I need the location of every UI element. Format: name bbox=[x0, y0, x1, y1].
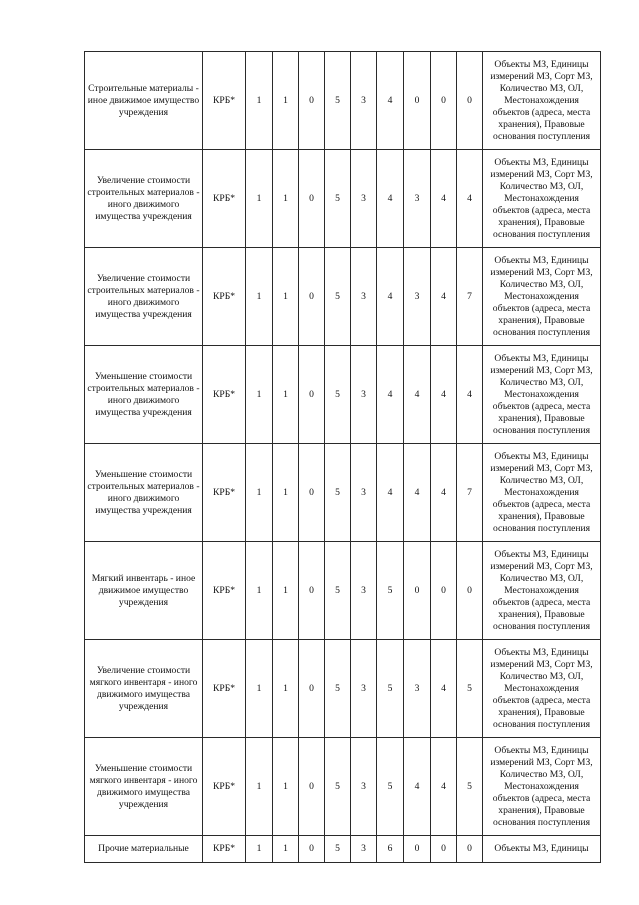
digit-cell: 1 bbox=[273, 52, 299, 150]
digit-cell: 3 bbox=[404, 640, 431, 738]
table-row bbox=[85, 738, 601, 836]
accounting-basis-cell: Объекты МЗ, Единицы измерений МЗ, Сорт МЗ, Количество МЗ, ОЛ, Местонахождения объектов (адреса, места хранения), Правовые основания поступления bbox=[483, 248, 601, 346]
code-cell: КРБ* bbox=[203, 248, 246, 346]
digit-cell: 3 bbox=[351, 836, 377, 863]
digit-cell: 4 bbox=[431, 738, 457, 836]
accounting-basis-cell: Объекты МЗ, Единицы измерений МЗ, Сорт МЗ, Количество МЗ, ОЛ, Местонахождения объектов (адреса, места хранения), Правовые основания поступления bbox=[483, 542, 601, 640]
table-row bbox=[85, 52, 601, 150]
digit-cell: 3 bbox=[351, 738, 377, 836]
table-row bbox=[85, 150, 601, 248]
digit-cell: 0 bbox=[404, 52, 431, 150]
digit-cell: 0 bbox=[457, 542, 483, 640]
digit-cell: 0 bbox=[299, 346, 325, 444]
digit-cell: 0 bbox=[299, 52, 325, 150]
digit-cell: 4 bbox=[404, 444, 431, 542]
digit-cell: 1 bbox=[246, 52, 273, 150]
account-name-cell: Уменьшение стоимости строительных материалов - иного движимого имущества учреждения bbox=[85, 346, 203, 444]
digit-cell: 5 bbox=[325, 346, 351, 444]
digit-cell: 0 bbox=[299, 542, 325, 640]
digit-cell: 4 bbox=[377, 150, 404, 248]
digit-cell: 4 bbox=[457, 150, 483, 248]
accounting-basis-cell: Объекты МЗ, Единицы bbox=[483, 836, 601, 863]
digit-cell: 5 bbox=[325, 542, 351, 640]
digit-cell: 5 bbox=[325, 836, 351, 863]
digit-cell: 1 bbox=[246, 738, 273, 836]
digit-cell: 0 bbox=[299, 738, 325, 836]
account-name-cell: Прочие материальные bbox=[85, 836, 203, 863]
digit-cell: 1 bbox=[273, 738, 299, 836]
digit-cell: 3 bbox=[351, 346, 377, 444]
account-name-cell: Увеличение стоимости строительных материалов - иного движимого имущества учреждения bbox=[85, 248, 203, 346]
digit-cell: 5 bbox=[325, 640, 351, 738]
code-cell: КРБ* bbox=[203, 640, 246, 738]
digit-cell: 1 bbox=[246, 542, 273, 640]
table-row bbox=[85, 444, 601, 542]
digit-cell: 5 bbox=[377, 640, 404, 738]
accounting-basis-cell: Объекты МЗ, Единицы измерений МЗ, Сорт МЗ, Количество МЗ, ОЛ, Местонахождения объектов (адреса, места хранения), Правовые основания поступления bbox=[483, 738, 601, 836]
digit-cell: 0 bbox=[431, 542, 457, 640]
accounting-basis-cell: Объекты МЗ, Единицы измерений МЗ, Сорт МЗ, Количество МЗ, ОЛ, Местонахождения объектов (адреса, места хранения), Правовые основания поступления bbox=[483, 346, 601, 444]
digit-cell: 3 bbox=[351, 52, 377, 150]
digit-cell: 4 bbox=[431, 444, 457, 542]
digit-cell: 0 bbox=[431, 836, 457, 863]
digit-cell: 4 bbox=[377, 444, 404, 542]
digit-cell: 1 bbox=[273, 248, 299, 346]
code-cell: КРБ* bbox=[203, 346, 246, 444]
digit-cell: 4 bbox=[377, 52, 404, 150]
digit-cell: 3 bbox=[351, 444, 377, 542]
digit-cell: 5 bbox=[325, 52, 351, 150]
digit-cell: 5 bbox=[377, 738, 404, 836]
digit-cell: 3 bbox=[351, 248, 377, 346]
account-name-cell: Строительные материалы - иное движимое имущество учреждения bbox=[85, 52, 203, 150]
digit-cell: 5 bbox=[325, 738, 351, 836]
digit-cell: 4 bbox=[431, 640, 457, 738]
accounting-basis-cell: Объекты МЗ, Единицы измерений МЗ, Сорт МЗ, Количество МЗ, ОЛ, Местонахождения объектов (адреса, места хранения), Правовые основания поступления bbox=[483, 444, 601, 542]
digit-cell: 1 bbox=[246, 444, 273, 542]
digit-cell: 4 bbox=[377, 346, 404, 444]
digit-cell: 1 bbox=[273, 444, 299, 542]
digit-cell: 4 bbox=[404, 738, 431, 836]
code-cell: КРБ* bbox=[203, 738, 246, 836]
accounts-table bbox=[84, 51, 601, 863]
digit-cell: 1 bbox=[246, 346, 273, 444]
digit-cell: 3 bbox=[351, 640, 377, 738]
digit-cell: 5 bbox=[377, 542, 404, 640]
digit-cell: 1 bbox=[246, 150, 273, 248]
accounting-basis-cell: Объекты МЗ, Единицы измерений МЗ, Сорт МЗ, Количество МЗ, ОЛ, Местонахождения объектов (адреса, места хранения), Правовые основания поступления bbox=[483, 150, 601, 248]
accounting-basis-cell: Объекты МЗ, Единицы измерений МЗ, Сорт МЗ, Количество МЗ, ОЛ, Местонахождения объектов (адреса, места хранения), Правовые основания поступления bbox=[483, 640, 601, 738]
code-cell: КРБ* bbox=[203, 444, 246, 542]
digit-cell: 0 bbox=[299, 248, 325, 346]
digit-cell: 4 bbox=[431, 248, 457, 346]
digit-cell: 0 bbox=[457, 836, 483, 863]
digit-cell: 1 bbox=[246, 248, 273, 346]
digit-cell: 0 bbox=[299, 836, 325, 863]
digit-cell: 5 bbox=[457, 738, 483, 836]
digit-cell: 1 bbox=[246, 836, 273, 863]
digit-cell: 4 bbox=[457, 346, 483, 444]
digit-cell: 3 bbox=[351, 150, 377, 248]
code-cell: КРБ* bbox=[203, 150, 246, 248]
table-row bbox=[85, 248, 601, 346]
digit-cell: 3 bbox=[404, 150, 431, 248]
digit-cell: 7 bbox=[457, 248, 483, 346]
digit-cell: 7 bbox=[457, 444, 483, 542]
table-row bbox=[85, 640, 601, 738]
digit-cell: 4 bbox=[404, 346, 431, 444]
digit-cell: 5 bbox=[325, 444, 351, 542]
table-body bbox=[85, 52, 601, 863]
digit-cell: 4 bbox=[431, 346, 457, 444]
digit-cell: 0 bbox=[404, 542, 431, 640]
digit-cell: 1 bbox=[273, 346, 299, 444]
digit-cell: 3 bbox=[351, 542, 377, 640]
digit-cell: 1 bbox=[246, 640, 273, 738]
digit-cell: 5 bbox=[325, 248, 351, 346]
digit-cell: 0 bbox=[404, 836, 431, 863]
digit-cell: 0 bbox=[299, 150, 325, 248]
code-cell: КРБ* bbox=[203, 52, 246, 150]
digit-cell: 0 bbox=[457, 52, 483, 150]
table-row bbox=[85, 542, 601, 640]
account-name-cell: Увеличение стоимости мягкого инвентаря - иного движимого имущества учреждения bbox=[85, 640, 203, 738]
digit-cell: 1 bbox=[273, 836, 299, 863]
account-name-cell: Уменьшение стоимости строительных материалов - иного движимого имущества учреждения bbox=[85, 444, 203, 542]
digit-cell: 0 bbox=[299, 640, 325, 738]
digit-cell: 1 bbox=[273, 542, 299, 640]
digit-cell: 4 bbox=[431, 150, 457, 248]
digit-cell: 3 bbox=[404, 248, 431, 346]
digit-cell: 5 bbox=[457, 640, 483, 738]
table-row bbox=[85, 836, 601, 863]
digit-cell: 4 bbox=[377, 248, 404, 346]
digit-cell: 1 bbox=[273, 640, 299, 738]
code-cell: КРБ* bbox=[203, 542, 246, 640]
account-name-cell: Уменьшение стоимости мягкого инвентаря - иного движимого имущества учреждения bbox=[85, 738, 203, 836]
digit-cell: 5 bbox=[325, 150, 351, 248]
digit-cell: 1 bbox=[273, 150, 299, 248]
digit-cell: 6 bbox=[377, 836, 404, 863]
table-row bbox=[85, 346, 601, 444]
account-name-cell: Мягкий инвентарь - иное движимое имущество учреждения bbox=[85, 542, 203, 640]
accounting-basis-cell: Объекты МЗ, Единицы измерений МЗ, Сорт МЗ, Количество МЗ, ОЛ, Местонахождения объектов (адреса, места хранения), Правовые основания поступления bbox=[483, 52, 601, 150]
code-cell: КРБ* bbox=[203, 836, 246, 863]
digit-cell: 0 bbox=[431, 52, 457, 150]
digit-cell: 0 bbox=[299, 444, 325, 542]
account-name-cell: Увеличение стоимости строительных материалов - иного движимого имущества учреждения bbox=[85, 150, 203, 248]
